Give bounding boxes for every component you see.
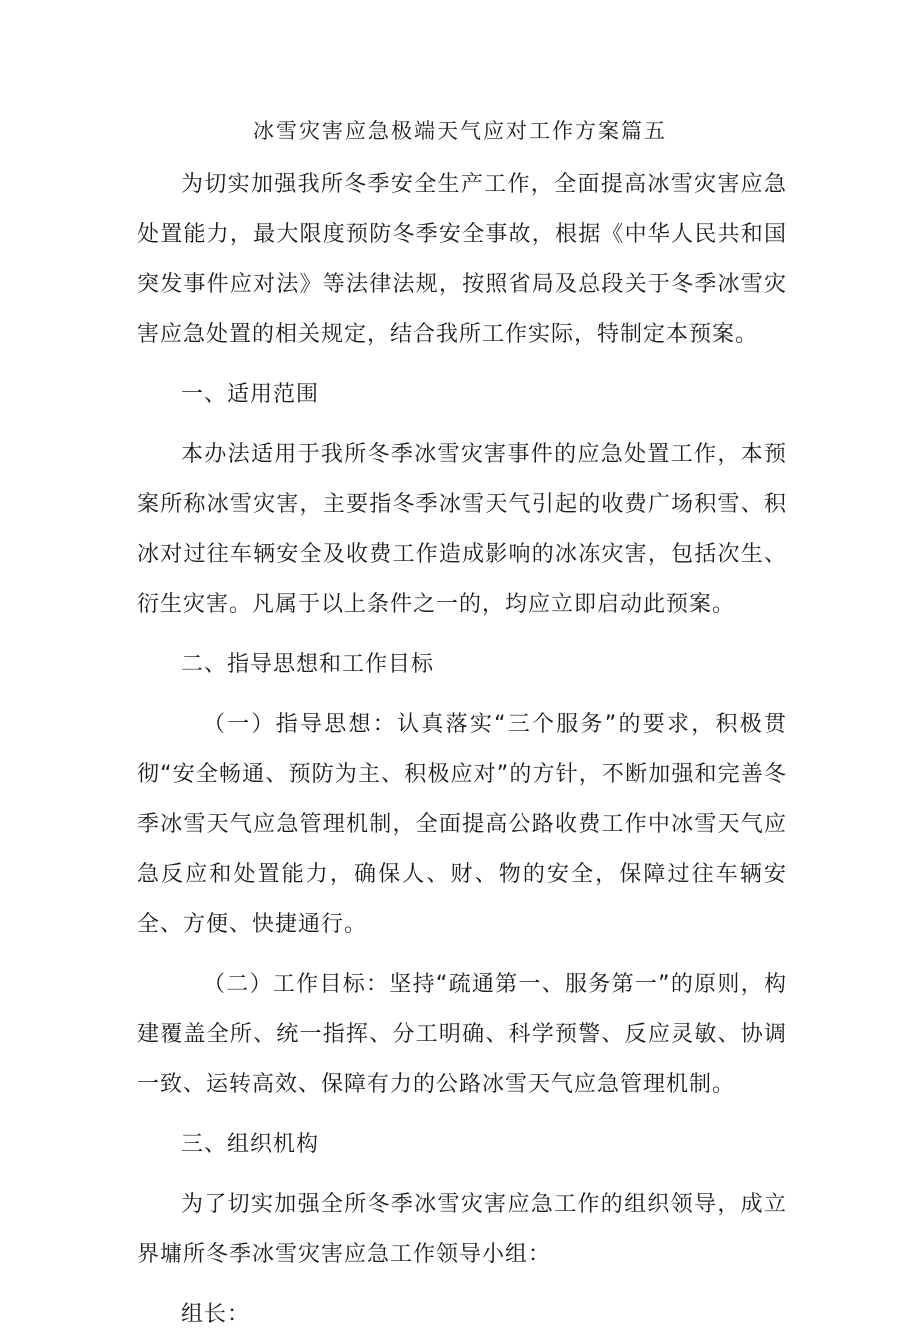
work-goal-paragraph: （二）工作目标：坚持“疏通第一、服务第一”的原则，构建覆盖全所、统一指挥、分工明确、科学预警、反应灵敏、协调一致、运转高效、保障有力的公路冰雪天气应急管理机制。 (137, 972, 787, 1097)
section-heading-scope: 一、适用范围 (181, 382, 320, 407)
document-title: 冰雪灾害应急极端天气应对工作方案篇五 (253, 119, 667, 143)
guiding-thought-paragraph: （一）指导思想：认真落实“三个服务”的要求，积极贯彻“安全畅通、预防为主、积极应对”的方针，不断加强和完善冬季冰雪天气应急管理机制，全面提高公路收费工作中冰雪天气应急反应和处置能力，确保人、财、物的安全，保障过往车辆安全、方便、快捷通行。 (137, 712, 787, 937)
team-leader-label: 组长： (181, 1302, 251, 1327)
scope-paragraph: 本办法适用于我所冬季冰雪灾害事件的应急处置工作，本预案所称冰雪灾害，主要指冬季冰雪天气引起的收费广场积雪、积冰对过往车辆安全及收费工作造成影响的冰冻灾害，包括次生、衍生灾害。凡属于以上条件之一的，均应立即启动此预案。 (137, 442, 787, 617)
organization-paragraph: 为了切实加强全所冬季冰雪灾害应急工作的组织领导，成立界墉所冬季冰雪灾害应急工作领导小组： (137, 1192, 787, 1267)
intro-paragraph: 为切实加强我所冬季安全生产工作，全面提高冰雪灾害应急处置能力，最大限度预防冬季安全事故，根据《中华人民共和国突发事件应对法》等法律法规，按照省局及总段关于冬季冰雪灾害应急处置的相关规定，结合我所工作实际，特制定本预案。 (137, 172, 787, 347)
section-heading-organization: 三、组织机构 (181, 1132, 320, 1157)
section-heading-guidance: 二、指导思想和工作目标 (181, 652, 435, 677)
document-body (137, 160, 787, 1340)
